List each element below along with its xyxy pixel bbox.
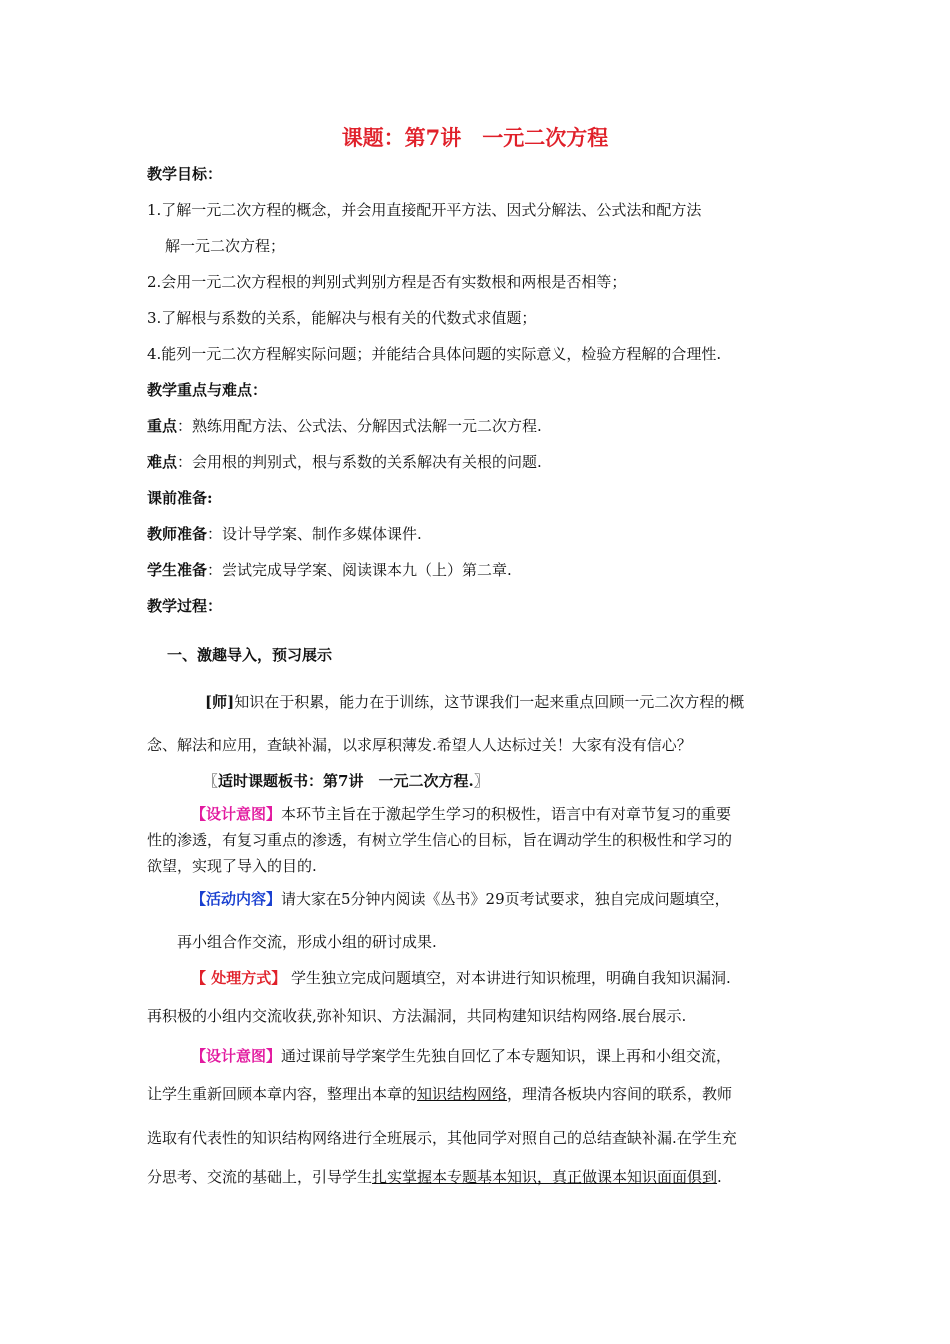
design-intent-2-tag: 【设计意图】 <box>191 1047 282 1065</box>
board-text: 适时课题板书：第7讲 一元二次方程. <box>218 772 474 790</box>
design-intent-line-1: 本环节主旨在于激起学生学习的积极性，语言中有对章节复习的重要 <box>281 805 732 823</box>
design-intent-2-text-b: ，理清各板块内容间的联系，教师 <box>507 1085 733 1103</box>
key-point <box>147 416 542 436</box>
student-prep-label: 学生准备 <box>147 561 208 579</box>
teacher-prep <box>147 524 422 544</box>
underlined-phrase: 扎实掌握本专题基本知识，真正做课本知识面面俱到 <box>372 1168 718 1186</box>
design-intent-tag: 【设计意图】 <box>191 805 282 823</box>
goal-item-2: 2.会用一元二次方程根的判别式判别方程是否有实数根和两根是否相等； <box>147 273 627 291</box>
board-note <box>203 771 489 791</box>
method-tag: 【 处理方式】 <box>191 969 287 987</box>
goal-item-1-cont: 解一元二次方程； <box>165 237 286 255</box>
difficult-text: ：会用根的判别式，根与系数的关系解决有关根的问题. <box>177 453 542 471</box>
section-1-heading: 一、激趣导入，预习展示 <box>167 646 333 664</box>
design-intent-2-text-c: 分思考、交流的基础上，引导学生 <box>147 1168 373 1186</box>
underlined-term: 知识结构网络 <box>417 1085 508 1103</box>
key-label: 重点 <box>147 417 178 435</box>
key-heading: 教学重点与难点： <box>147 381 268 399</box>
design-intent-2-line-1: 通过课前导学案学生先独自回忆了本专题知识，课上再和小组交流， <box>281 1047 732 1065</box>
method-line-2: 再积极的小组内交流收获,弥补知识、方法漏洞，共同构建知识结构网络.展台展示. <box>147 1007 687 1025</box>
difficult-point <box>147 452 542 472</box>
design-intent-2 <box>191 1046 731 1066</box>
activity-content <box>191 889 730 909</box>
goal-item-1: 1.了解一元二次方程的概念，并会用直接配开平方法、因式分解法、公式法和配方法 <box>147 201 702 219</box>
design-intent-2-line-4 <box>147 1167 722 1187</box>
design-intent-2-line-2 <box>147 1084 732 1104</box>
teacher-speech <box>205 692 744 712</box>
design-intent-line-2: 性的渗透，有复习重点的渗透，有树立学生信心的目标，旨在调动学生的积极性和学习的 <box>147 831 733 849</box>
lesson-title: 课题：第7讲 一元二次方程 <box>341 125 609 150</box>
activity-tag: 【活动内容】 <box>191 890 282 908</box>
teacher-speech-line-1: 知识在于积累，能力在于训练，这节课我们一起来重点回顾一元二次方程的概 <box>234 693 745 711</box>
process-heading: 教学过程： <box>147 597 223 615</box>
teacher-tag: [师] <box>205 693 235 711</box>
teacher-prep-text: ：设计导学案、制作多媒体课件. <box>207 525 422 543</box>
board-close-bracket: 〗 <box>473 772 489 790</box>
design-intent-2-text-d: . <box>717 1168 722 1186</box>
processing-method <box>191 968 731 988</box>
difficult-label: 难点 <box>147 453 178 471</box>
design-intent-2-line-3: 选取有代表性的知识结构网络进行全班展示，其他同学对照自己的总结查缺补漏.在学生充 <box>147 1129 737 1147</box>
design-intent-line-3: 欲望，实现了导入的目的. <box>147 857 317 875</box>
activity-line-1: 请大家在5分钟内阅读《丛书》29页考试要求，独自完成问题填空， <box>281 890 730 908</box>
student-prep-text: ：尝试完成导学案、阅读课本九（上）第二章. <box>207 561 512 579</box>
goal-item-3: 3.了解根与系数的关系，能解决与根有关的代数式求值题； <box>147 309 537 327</box>
design-intent-1 <box>191 804 731 824</box>
method-line-1: 学生独立完成问题填空，对本讲进行知识梳理，明确自我知识漏洞. <box>286 969 731 987</box>
goal-item-4: 4.能列一元二次方程解实际问题；并能结合具体问题的实际意义，检验方程解的合理性. <box>147 345 722 363</box>
teacher-prep-label: 教师准备 <box>147 525 208 543</box>
activity-line-2: 再小组合作交流，形成小组的研讨成果. <box>177 933 437 951</box>
key-text: ：熟练用配方法、公式法、分解因式法解一元二次方程. <box>177 417 542 435</box>
student-prep <box>147 560 512 580</box>
prep-heading: 课前准备: <box>147 489 213 507</box>
board-open-bracket: 〖 <box>203 772 219 790</box>
teacher-speech-line-2: 念、解法和应用，查缺补漏，以求厚积薄发.希望人人达标过关！大家有没有信心？ <box>147 736 692 754</box>
goals-heading: 教学目标： <box>147 165 223 183</box>
design-intent-2-text-a: 让学生重新回顾本章内容，整理出本章的 <box>147 1085 418 1103</box>
